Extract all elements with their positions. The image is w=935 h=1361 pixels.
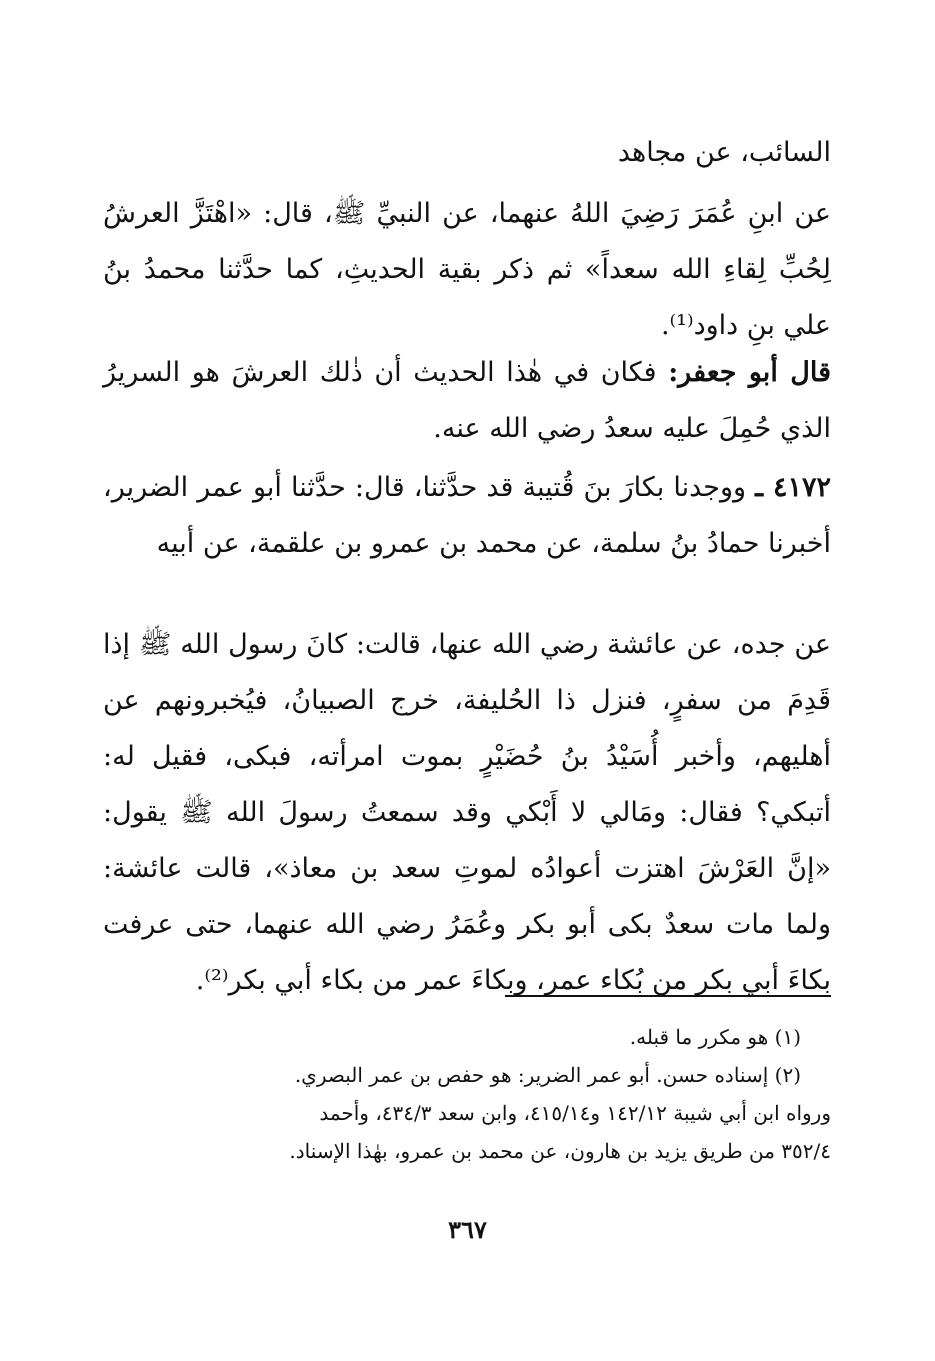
paragraph-5	[103, 617, 831, 1009]
text-line: فقال: ومَالي لا أَبْكي وقد سمعتُ رسولَ الله ﷺ يقول: «إنَّ العَرْشَ	[103, 797, 831, 884]
page-number: ٣٦٧	[448, 1215, 487, 1244]
text-line: عن جده، عن عائشة رضي الله عنها، قالت: كانَ رسول الله ﷺ	[138, 629, 831, 660]
text-line: عن ابنِ عُمَرَ رَضِيَ اللهُ عنهما، عن النبيِّ ﷺ، قال: «اهْتَزَّ العرشُ	[103, 198, 831, 229]
footnote-2-continuation: ورواه ابن أبي شيبة ١٤٢/١٢ و٤١٥/١٤، وابن سعد ٤٣٤/٣، وأحمد	[319, 1101, 831, 1125]
footnote-1: (١) هو مكرر ما قبله.	[629, 1025, 801, 1049]
paragraph-1	[103, 125, 831, 181]
text-line: أبو بكر وعُمَرُ رضي الله عنهما، حتى عرفت بكاءَ أبي بكر من بُكاء	[103, 909, 831, 996]
text-line: السائب، عن مجاهد	[617, 137, 831, 168]
text-line: الذي حُمِلَ عليه سعدُ رضي الله عنه.	[433, 413, 831, 444]
text-line: ووجدنا بكارَ بنَ قُتيبة قد حدَّثنا، قال: حدَّثنا أبو عمر	[197, 472, 747, 503]
speaker-label: قال أبو جعفر:	[668, 357, 831, 388]
footnote-2-continuation: ٣٥٢/٤ من طريق يزيد بن هارون، عن محمد بن عمرو، بهٰذا الإسناد.	[289, 1139, 831, 1163]
text-line: إذا قَدِمَ من سفرٍ، فنزل ذا الحُليفة، خرج الصبيانُ، فيُخبرونهم عن	[103, 629, 831, 716]
paragraph-4	[103, 460, 831, 572]
text-line: أهليهم، وأخبر أُسَيْدُ بنُ حُضَيْرٍ بموت امرأته، فبكى، فقيل له: أتبكي؟	[103, 741, 831, 828]
hadith-number: ٤١٧٢ ـ	[755, 472, 831, 503]
text-line: عمر، وبكاءَ عمر من بكاء أبي بكر⁽²⁾.	[195, 965, 592, 996]
text-line: الضرير، أخبرنا حمادُ بنُ سلمة، عن محمد بن عمرو بن علقمة، عن	[103, 472, 831, 559]
text-line: فكان في هٰذا الحديث أن ذٰلك العرشَ هو السريرُ	[103, 357, 657, 388]
text-line: لِحُبِّ لِقاءِ الله سعداً» ثم ذكر بقية الحديثِ، كما حدَّثنا محمدُ بنُ	[103, 254, 831, 285]
paragraph-2	[103, 186, 831, 354]
text-line: علي بنِ داود⁽¹⁾.	[660, 310, 831, 341]
footnotes	[103, 1018, 831, 1170]
text-line: أبيه	[156, 528, 195, 559]
footnote-separator	[505, 995, 831, 997]
text-line: اهتزت أعوادُه لموتِ سعد بن معاذ»، قالت عائشة: ولما مات سعدٌ بكى	[103, 853, 831, 940]
paragraph-3	[103, 345, 831, 457]
footnote-2: (٢) إسناده حسن. أبو عمر الضرير: هو حفص بن عمر البصري.	[294, 1063, 801, 1087]
